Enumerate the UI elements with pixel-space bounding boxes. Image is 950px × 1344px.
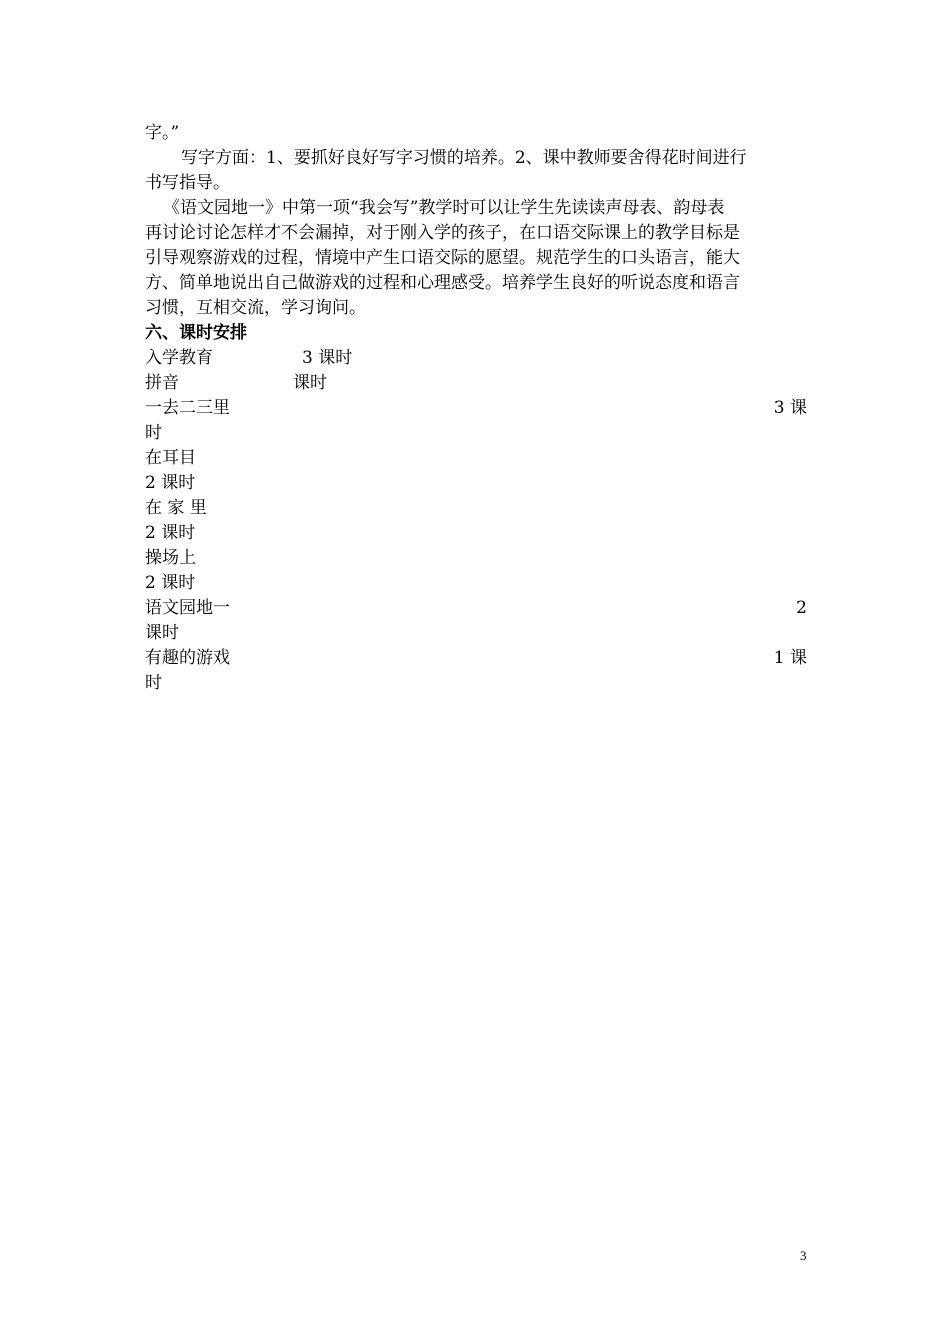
text-line: 字。” [145,123,180,143]
schedule-row [145,596,807,621]
schedule-row-wrap: 课时 [145,623,179,643]
schedule-row [145,371,807,396]
writing-paragraph-line: 书写指导。 [145,173,230,193]
schedule-item-name: 有趣的游戏 [145,648,230,668]
schedule-item-hours: 3 课 [773,398,807,418]
section-heading: 六、课时安排 [145,323,247,343]
schedule-item-name: 入学教育 [145,348,213,368]
yuwen-paragraph-line: 《语文园地一》中第一项“我会写”教学时可以让学生先读读声母表、韵母表 [163,198,725,218]
page-number: 3 [800,1248,807,1263]
schedule-item-name: 一去二三里 [145,398,230,418]
schedule-row [145,346,807,371]
schedule-row-wrap: 时 [145,673,162,693]
schedule-item-name: 在耳目 [145,448,196,468]
schedule-item-name: 语文园地一 [145,598,230,618]
document-body [145,121,807,696]
schedule-item-hours: 课时 [293,373,327,393]
yuwen-paragraph-line: 再讨论讨论怎样才不会漏掉，对于刚入学的孩子，在口语交际课上的教学目标是 [145,223,740,243]
yuwen-paragraph-line: 习惯，互相交流，学习询问。 [145,298,366,318]
yuwen-paragraph-line: 方、简单地说出自己做游戏的过程和心理感受。培养学生良好的听说态度和语言 [145,273,740,293]
writing-paragraph-line: 写字方面：1、要抓好良好写字习惯的培养。2、课中教师要舍得花时间进行 [181,148,747,168]
schedule-row [145,646,807,671]
schedule-item-hours: 2 课时 [145,573,196,593]
schedule-row [145,396,807,421]
schedule-item-name: 在 家 里 [145,498,207,518]
schedule-row-wrap: 时 [145,423,162,443]
schedule-item-name: 拼音 [145,373,179,393]
schedule-item-hours: 3 课时 [302,348,353,368]
schedule-item-hours: 2 [796,598,807,618]
schedule-item-hours: 1 课 [773,648,807,668]
schedule-item-name: 操场上 [145,548,196,568]
schedule-item-hours: 2 课时 [145,523,196,543]
schedule-item-hours: 2 课时 [145,473,196,493]
yuwen-paragraph-line: 引导观察游戏的过程，情境中产生口语交际的愿望。规范学生的口头语言，能大 [145,248,740,268]
